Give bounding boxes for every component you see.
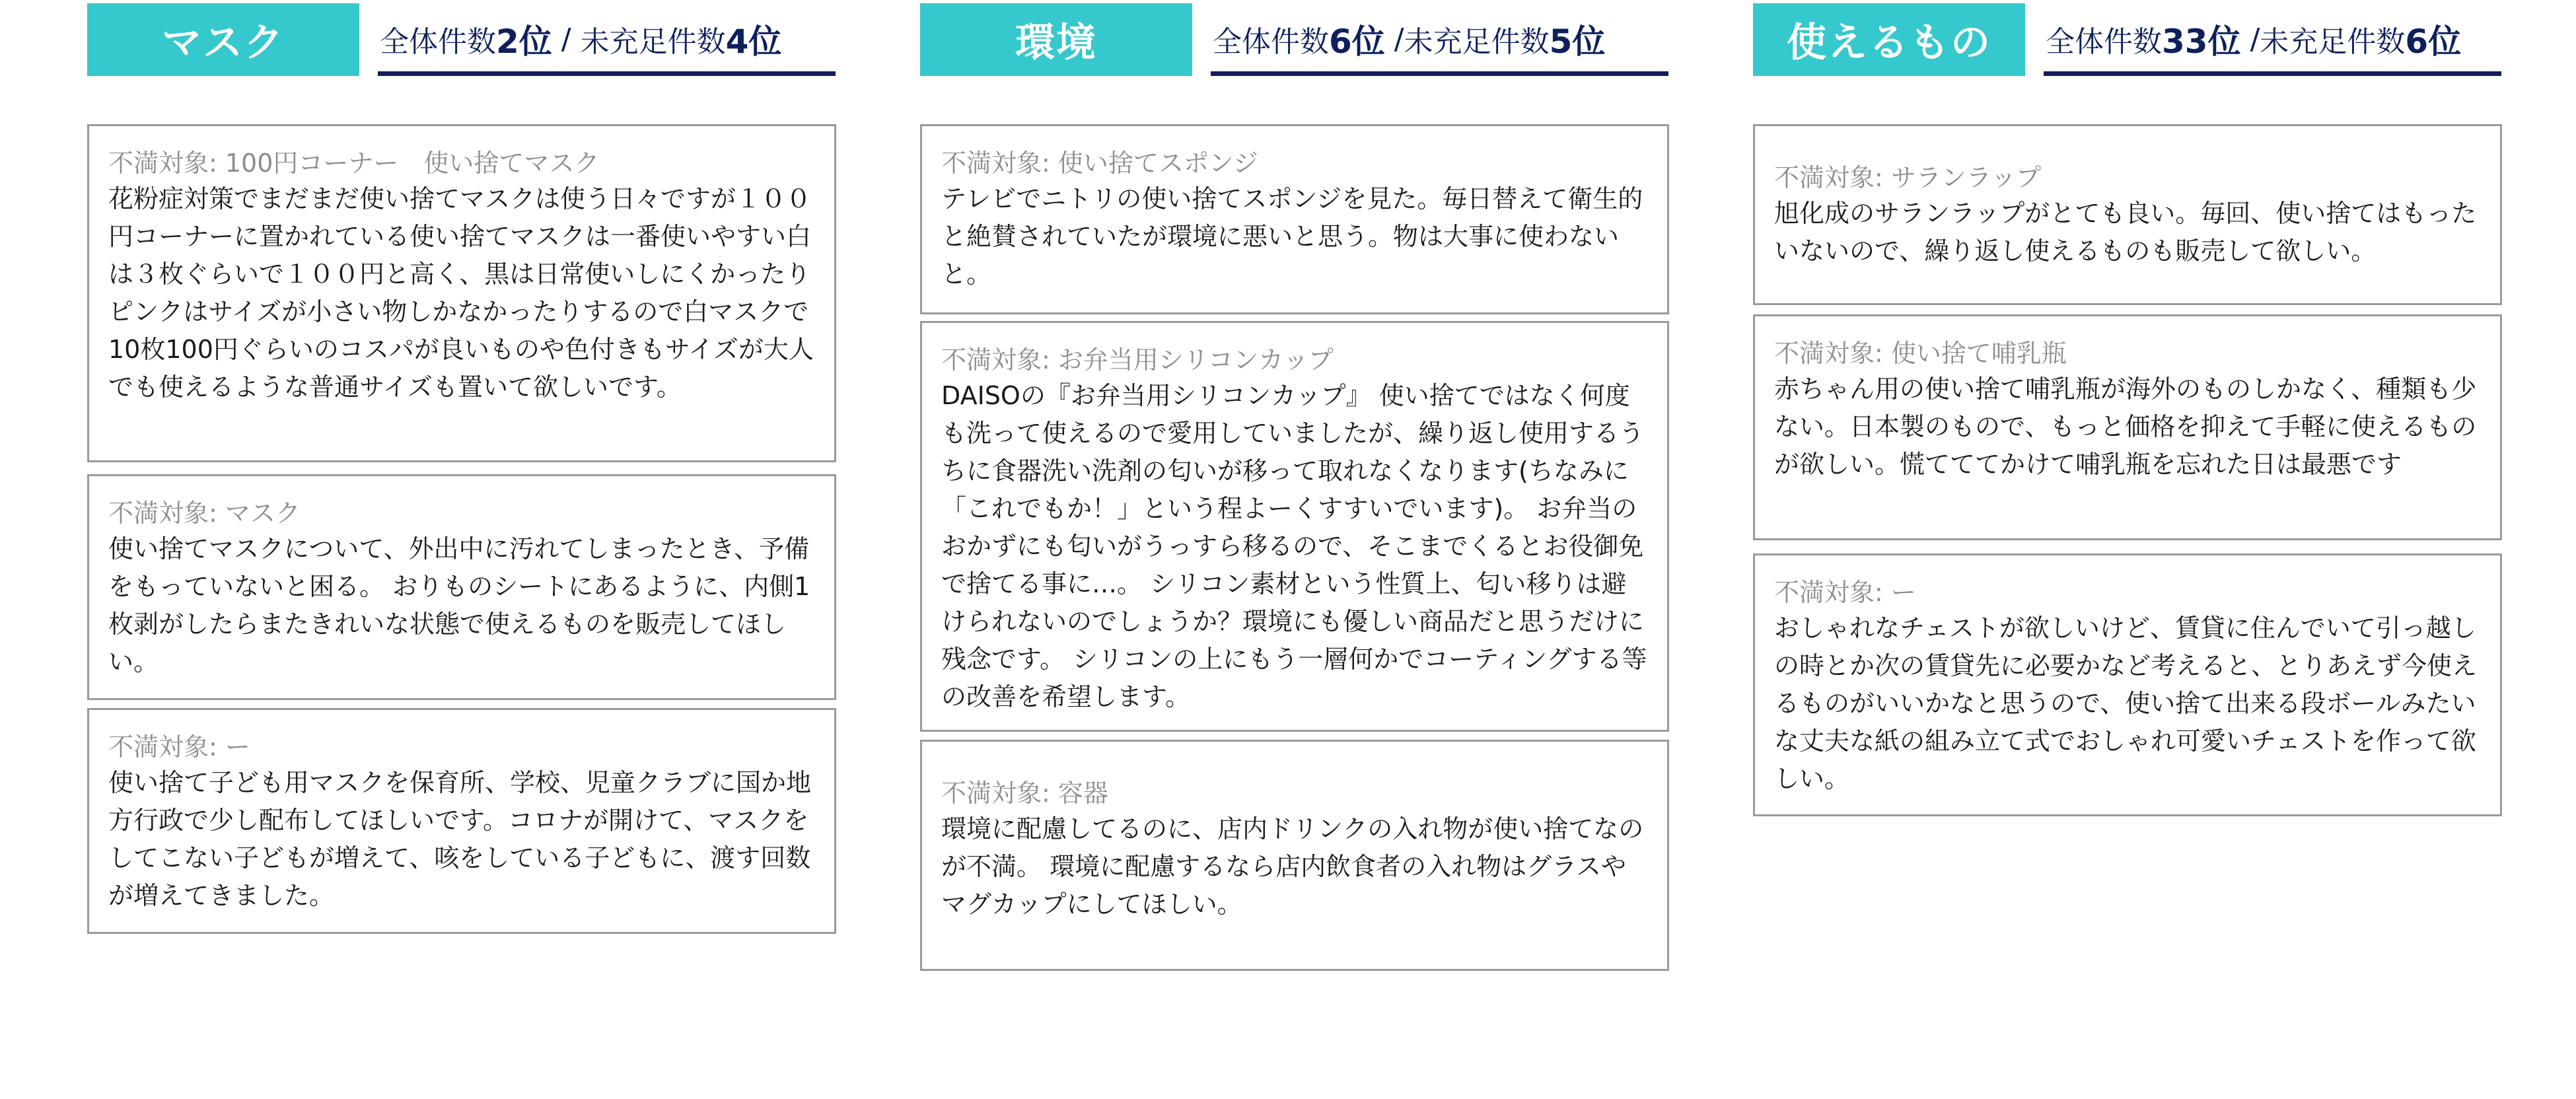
column-header <box>87 0 840 78</box>
total-rank: 6位 <box>1329 22 1385 61</box>
rank-summary <box>378 7 836 76</box>
complaint-target: 不満対象: 使い捨てスポンジ <box>941 149 1258 178</box>
comment-card <box>87 474 836 700</box>
comment-text: 使い捨てマスクについて、外出中に汚れてしまったとき、予備をもっていないと困る。 おりものシートにあるように、内側1枚剥がしたらまたきれいな状態で使えるものを販売してほしい。 <box>108 534 810 676</box>
comment-card <box>87 124 836 462</box>
complaint-target: 不満対象: 容器 <box>941 779 1108 808</box>
comment-text: DAISOの『お弁当用シリコンカップ』 使い捨てではなく何度も洗って使えるので愛用していましたが、繰り返し使用するうちに食器洗い洗剤の匂いが移って取れなくなります(ちなみに「これでもか！」という程よーくすすいでいます)。 お弁当のおかずにも匂いがうっすら移るので、そこまでくるとお役御免で捨てる事に…。 シリコン素材という性質上、匂い移りは避けられないのでしょうか？環境にも優しい商品だと思うだけに残念です。 シリコンの上にもう一層何かでコーティングする等の改善を希望します。 <box>941 381 1647 711</box>
unmet-count-label: 未充足件数 <box>2260 25 2406 59</box>
comment-text: 赤ちゃん用の使い捨て哺乳瓶が海外のものしかなく、種類も少ない。日本製のもので、もっと価格を抑えて手軽に使えるものが欲しい。慌てててかけて哺乳瓶を忘れた日は最悪です <box>1774 374 2477 479</box>
unmet-count-label: 未充足件数 <box>1404 25 1550 59</box>
comment-card <box>1753 553 2502 816</box>
category-column-reusable <box>1753 0 2506 793</box>
complaint-target: 不満対象: お弁当用シリコンカップ <box>941 345 1334 374</box>
complaint-target: 不満対象: ー <box>108 732 250 762</box>
total-rank: 33位 <box>2162 22 2241 61</box>
comment-card <box>87 708 836 934</box>
category-column-environment <box>920 0 1673 919</box>
column-header <box>1753 0 2506 78</box>
category-tag: 環境 <box>920 3 1192 76</box>
complaint-target: 不満対象: マスク <box>108 499 301 528</box>
comment-card <box>920 321 1669 732</box>
rank-summary <box>2044 7 2501 76</box>
complaint-target: 不満対象: ー <box>1774 578 1916 607</box>
rank-separator: / <box>2240 22 2260 56</box>
comment-text: テレビでニトリの使い捨てスポンジを見た。毎日替えて衛生的と絶賛されていたが環境に悪いと思う。物は大事に使わないと。 <box>941 184 1643 289</box>
rank-summary <box>1211 7 1668 76</box>
comment-text: 花粉症対策でまだまだ使い捨てマスクは使う日々ですが１００円コーナーに置かれている使い捨てマスクは一番使いやすい白は３枚ぐらいで１００円と高く、黒は日常使いしにくかったりピンクはサイズが小さい物しかなかったりするので白マスクで10枚100円ぐらいのコスパが良いものや色付きもサイズが大人でも使えるような普通サイズも置いて欲しいです。 <box>108 184 814 402</box>
comment-text: 環境に配慮してるのに、店内ドリンクの入れ物が使い捨てなのが不満。 環境に配慮するなら店内飲食者の入れ物はグラスやマグカップにしてほしい。 <box>941 814 1644 919</box>
complaint-target: 不満対象: サランラップ <box>1774 163 2042 192</box>
comment-text: おしゃれなチェストが欲しいけど、賃貸に住んでいて引っ越しの時とか次の賃貸先に必要かなど考えると、とりあえず今使えるものがいいかなと思うので、使い捨て出来る段ボールみたいな丈夫な紙の組み立て式でおしゃれ可愛いチェストを作って欲しい。 <box>1774 614 2478 793</box>
column-header <box>920 0 1673 78</box>
total-count-label: 全体件数 <box>380 25 496 59</box>
unmet-count-label: 未充足件数 <box>580 25 726 59</box>
unmet-rank: 6位 <box>2405 22 2462 61</box>
complaint-target: 不満対象: 100円コーナー 使い捨てマスク <box>108 149 600 178</box>
unmet-rank: 5位 <box>1549 22 1606 61</box>
comment-card <box>920 740 1669 971</box>
total-rank: 2位 <box>496 22 552 61</box>
category-column-mask <box>87 0 840 910</box>
complaint-target: 不満対象: 使い捨て哺乳瓶 <box>1774 339 2067 368</box>
comment-text: 使い捨て子ども用マスクを保育所、学校、児童クラブに国か地方行政で少し配布してほしいです。コロナが開けて、マスクをしてこない子どもが増えて、咳をしている子どもに、渡す回数が増えてきました。 <box>108 768 812 910</box>
rank-separator: / <box>1384 22 1404 56</box>
comment-card <box>1753 124 2502 305</box>
category-tag: 使えるもの <box>1753 3 2025 76</box>
comment-card <box>920 124 1669 314</box>
rank-separator: / <box>552 22 581 56</box>
category-tag: マスク <box>87 3 359 76</box>
total-count-label: 全体件数 <box>1213 25 1329 59</box>
unmet-rank: 4位 <box>725 22 782 61</box>
comment-card <box>1753 314 2502 540</box>
comment-text: 旭化成のサランラップがとても良い。毎回、使い捨てはもったいないので、繰り返し使えるものも販売して欲しい。 <box>1774 199 2477 266</box>
total-count-label: 全体件数 <box>2046 25 2162 59</box>
